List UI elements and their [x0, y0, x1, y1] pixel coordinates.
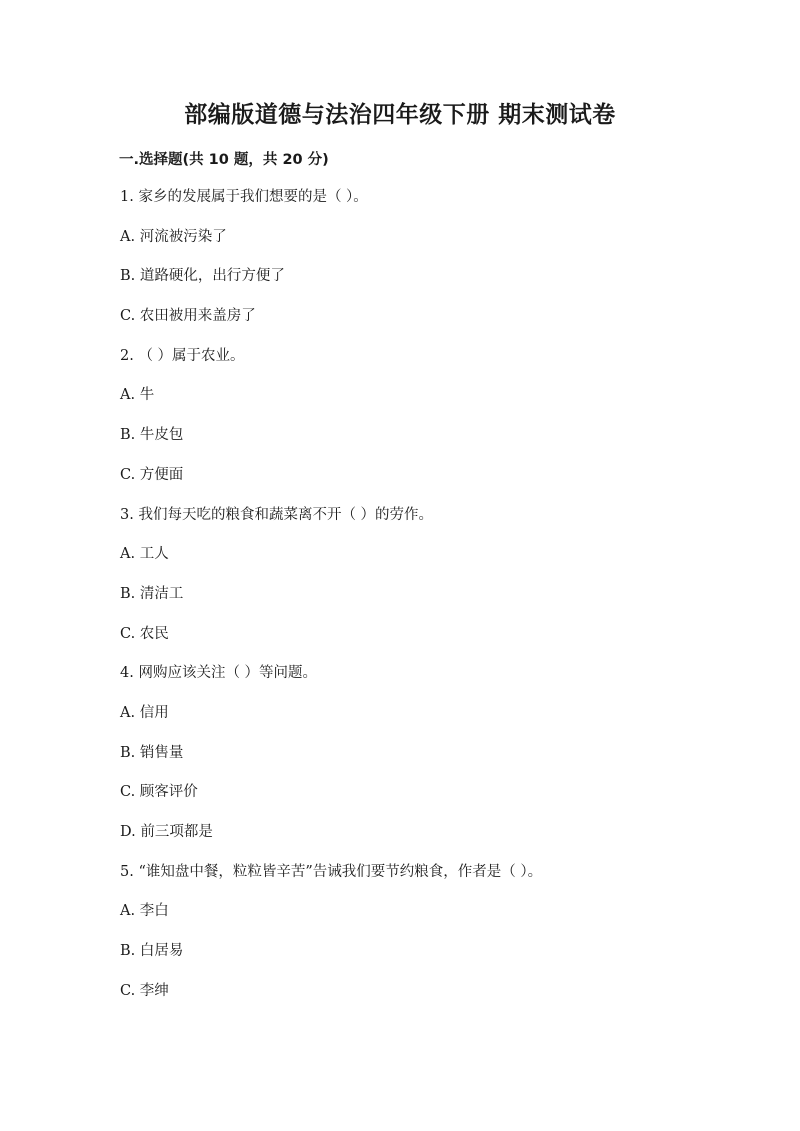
option-4b: B. 销售量 — [120, 744, 184, 761]
option-4a: A. 信用 — [120, 704, 169, 721]
option-4d: D. 前三项都是 — [120, 824, 213, 840]
option-3c: C. 农民 — [120, 625, 169, 642]
question-stem-2: 2. （ ）属于农业。 — [120, 347, 245, 364]
question-stem-4: 4. 网购应该关注（ ）等问题。 — [120, 665, 318, 682]
question-stem-1: 1. 家乡的发展属于我们想要的是（ ）。 — [120, 189, 368, 205]
option-5b: B. 白居易 — [120, 943, 184, 960]
option-1a: A. 河流被污染了 — [120, 228, 227, 245]
question-list — [120, 186, 720, 1019]
option-1c: C. 农田被用来盖房了 — [120, 308, 256, 325]
option-5c: C. 李绅 — [120, 982, 169, 999]
option-2a: A. 牛 — [120, 387, 155, 404]
option-2b: B. 牛皮包 — [120, 427, 184, 444]
option-3b: B. 清洁工 — [120, 585, 184, 602]
option-4c: C. 顾客评价 — [120, 784, 198, 801]
option-5a: A. 李白 — [120, 903, 169, 920]
question-stem-5: 5. “谁知盘中餐，粒粒皆辛苦”告诫我们要节约粮食，作者是（ ）。 — [120, 863, 543, 880]
option-3a: A. 工人 — [120, 546, 169, 563]
option-1b: B. 道路硬化，出行方便了 — [120, 268, 285, 285]
question-stem-3: 3. 我们每天吃的粮食和蔬菜离不开（ ）的劳作。 — [120, 506, 434, 523]
page-title: 部编版道德与法治四年级下册 期末测试卷 — [184, 102, 616, 128]
section-heading: 一.选择题(共 10 题，共 20 分) — [119, 152, 329, 168]
option-2c: C. 方便面 — [120, 466, 184, 483]
